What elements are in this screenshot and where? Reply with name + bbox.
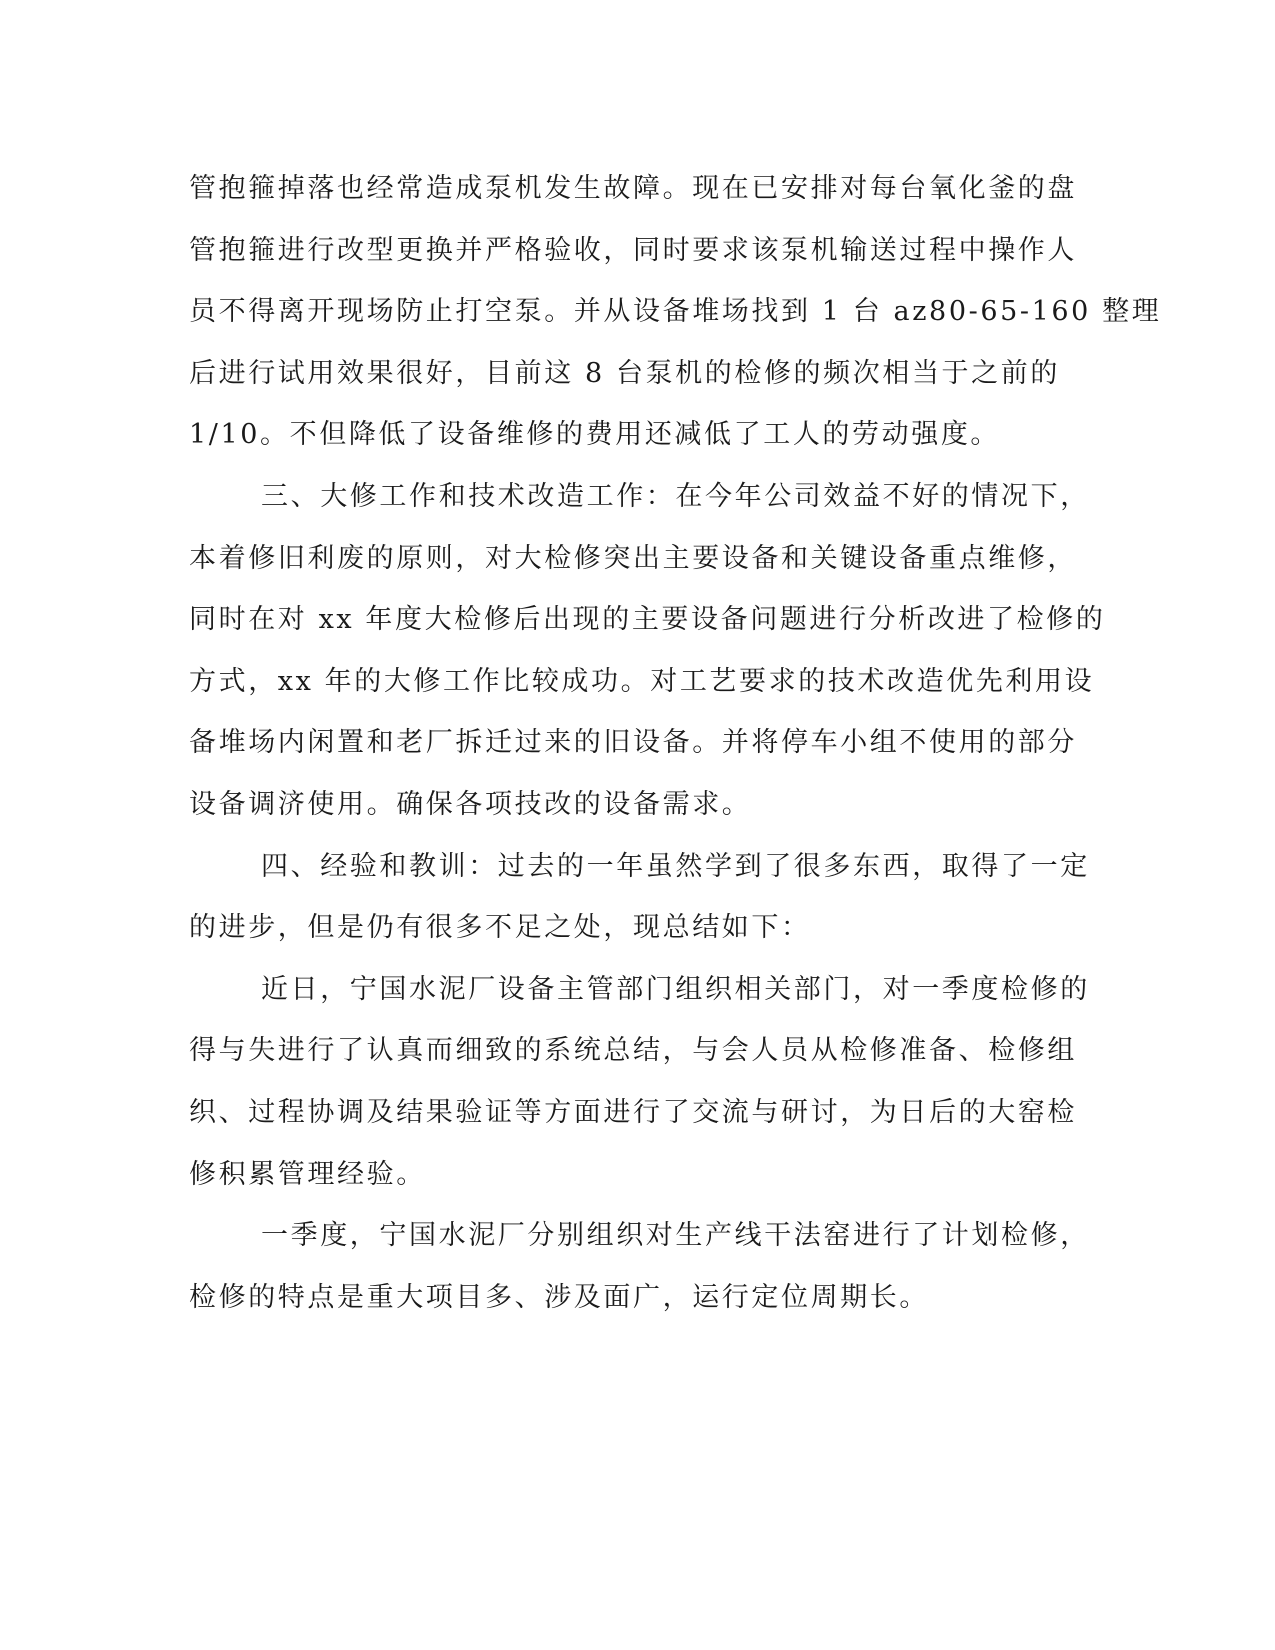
paragraph-first-line: 一季度，宁国水泥厂分别组织对生产线干法窑进行了计划检修， [261, 1220, 1090, 1252]
text-line: 同时在对 xx 年度大检修后出现的主要设备问题进行分析改进了检修的 [189, 604, 1106, 636]
text-line: 1/10。不但降低了设备维修的费用还减低了工人的劳动强度。 [189, 419, 1001, 451]
text-line: 的进步，但是仍有很多不足之处，现总结如下： [189, 912, 811, 944]
text-line: 设备调济使用。确保各项技改的设备需求。 [189, 788, 752, 820]
text-line: 备堆场内闲置和老厂拆迁过来的旧设备。并将停车小组不使用的部分 [189, 727, 1077, 759]
document-body [189, 158, 1162, 1328]
text-line: 本着修旧利废的原则，对大检修突出主要设备和关键设备重点维修， [189, 542, 1077, 574]
text-line: 管抱箍进行改型更换并严格验收，同时要求该泵机输送过程中操作人 [189, 234, 1077, 266]
text-line: 方式，xx 年的大修工作比较成功。对工艺要求的技术改造优先利用设 [189, 665, 1095, 697]
paragraph-first-line: 四、经验和教训：过去的一年虽然学到了很多东西，取得了一定 [261, 850, 1090, 882]
paragraph-first-line: 近日，宁国水泥厂设备主管部门组织相关部门，对一季度检修的 [261, 973, 1090, 1005]
text-line: 得与失进行了认真而细致的系统总结，与会人员从检修准备、检修组 [189, 1035, 1077, 1067]
text-line: 检修的特点是重大项目多、涉及面广，运行定位周期长。 [189, 1281, 929, 1313]
paragraph-first-line: 三、大修工作和技术改造工作：在今年公司效益不好的情况下， [261, 480, 1090, 512]
text-line: 管抱箍掉落也经常造成泵机发生故障。现在已安排对每台氧化釜的盘 [189, 173, 1077, 204]
text-line: 织、过程协调及结果验证等方面进行了交流与研讨，为日后的大窑检 [189, 1096, 1077, 1128]
text-line: 修积累管理经验。 [189, 1158, 426, 1190]
text-line: 员不得离开现场防止打空泵。并从设备堆场找到 1 台 az80-65-160 整理 [189, 296, 1162, 328]
text-line: 后进行试用效果很好，目前这 8 台泵机的检修的频次相当于之前的 [189, 357, 1060, 389]
